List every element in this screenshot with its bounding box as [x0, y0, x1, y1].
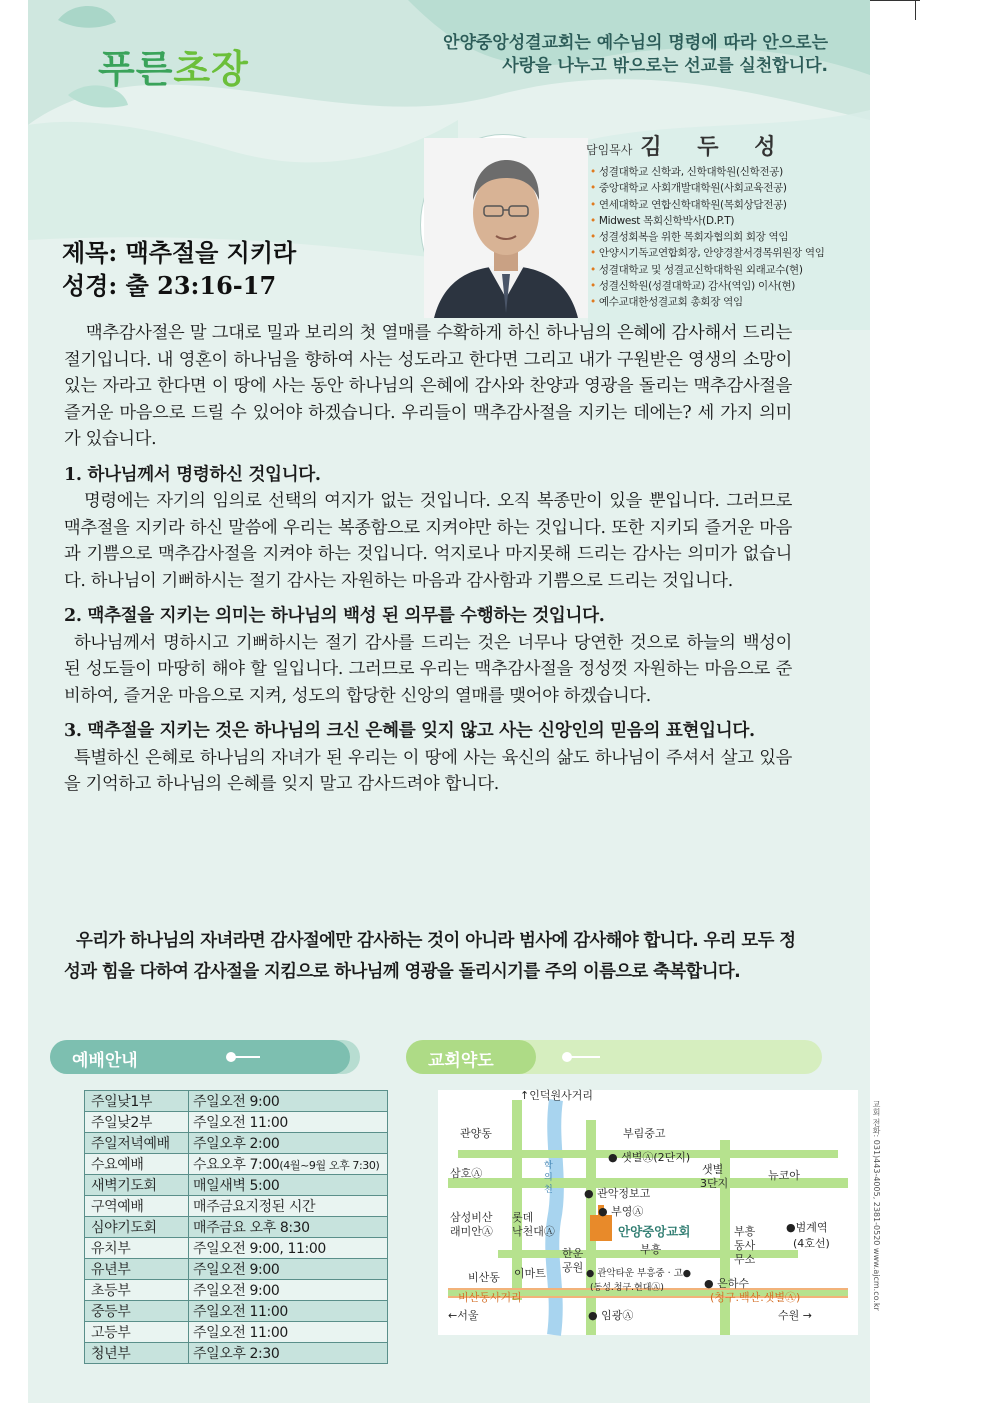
credential-item: • 중앙대학교 사회개발대학원(사회교육전공): [590, 180, 825, 196]
service-name: 중등부: [85, 1301, 189, 1322]
map-header: [406, 1040, 822, 1074]
worship-guide-label: 예배안내: [72, 1051, 138, 1071]
schedule-row: [85, 1343, 388, 1364]
schedule-row: [85, 1112, 388, 1133]
service-name: 유치부: [85, 1238, 189, 1259]
credential-item: • Midwest 목회신학박사(D.P.T): [590, 213, 825, 229]
service-name: 주일낮1부: [85, 1091, 189, 1112]
sermon-title: 제목: 맥추절을 지키라: [62, 238, 297, 267]
church-map: ↑인덕원사거리 관양동 부림중고 ● 샛별Ⓐ(2단지) 샛별 3단지 뉴코아 삼호Ⓐ 학의천 ● 관악정보고 삼성비산 래미안Ⓐ 롯데 낙천대Ⓐ ● 부영Ⓐ 안양중앙교회 부흥 부흥 동사 무소 ●범계역 (4호선) 한운 공원 비산동 이마트 ● 관악타운 부흥중 · 고● (동성.청구.현대Ⓐ) ● 은하수 비산동사거리 (청구.백산.샛별Ⓐ) ←서울 ● 임광Ⓐ 수원 →: [438, 1090, 858, 1335]
service-time: 주일오전 9:00: [189, 1280, 388, 1301]
schedule-row: [85, 1238, 388, 1259]
service-time: 주일오전 9:00: [189, 1091, 388, 1112]
schedule-row: [85, 1322, 388, 1343]
map-label: 교회약도: [428, 1051, 494, 1071]
sermon-intro: 맥추감사절은 말 그대로 밀과 보리의 첫 열매를 수확하게 하신 하나님의 은혜에 감사해서 드리는 절기입니다. 내 영혼이 하나님을 향하여 사는 성도라고 한다면 그리고 내가 구원받은 영생의 소망이 있는 자라고 한다면 이 땅에 사는 동안 하나님의 은혜에 감사와 찬양과 영광을 돌리는 맥추감사절을 즐거운 마음으로 드릴 수 있어야 하겠습니다. 우리들이 맥추감사절을 지키는 데에는? 세 가지 의미가 있습니다.: [64, 323, 792, 449]
pastor-credentials: [590, 164, 825, 311]
service-name: 초등부: [85, 1280, 189, 1301]
credential-item: • 성결신학원(성결대학교) 감사(역임) 이사(현): [590, 278, 825, 294]
sermon-conclusion: 우리가 하나님의 자녀라면 감사절에만 감사하는 것이 아니라 범사에 감사해야 합니다. 우리 모두 정성과 힘을 다하여 감사절을 지킴으로 하나님께 영광을 돌리시기를 주의 이름으로 축복합니다.: [64, 931, 796, 982]
crop-line: [915, 0, 916, 20]
pastor-name: 김 두 성: [640, 134, 790, 160]
pastor-title: 담임목사 김 두 성: [586, 134, 790, 160]
point-2-body: 하나님께서 명하시고 기뻐하시는 절기 감사를 드리는 것은 너무나 당연한 것으로 하늘의 백성이 된 성도들이 마땅히 해야 할 일입니다. 그러므로 우리는 맥추감사절을 정성껏 자원하는 마음으로 준비하여, 즐거운 마음으로 지켜, 성도의 합당한 신앙의 열매를 맺어야 하겠습니다.: [64, 632, 792, 706]
service-time: 매일새벽 5:00: [189, 1175, 388, 1196]
point-1-title: 1. 하나님께서 명령하신 것입니다.: [64, 464, 321, 485]
service-time: 주일오후 2:00: [189, 1133, 388, 1154]
credential-item: • 성결성회복을 위한 목회자협의회 회장 역임: [590, 229, 825, 245]
schedule-row: [85, 1175, 388, 1196]
service-name: 구역예배: [85, 1196, 189, 1217]
credential-item: • 성결대학교 및 성결교신학대학원 외래교수(현): [590, 262, 825, 278]
schedule-row: [85, 1091, 388, 1112]
service-time: 주일오전 11:00: [189, 1322, 388, 1343]
point-2-title: 2. 맥추절을 지키는 의미는 하나님의 백성 된 의무를 수행하는 것입니다.: [64, 606, 605, 626]
service-name: 청년부: [85, 1343, 189, 1364]
schedule-row: [85, 1154, 388, 1175]
service-name: 유년부: [85, 1259, 189, 1280]
sermon-heading: [62, 236, 296, 302]
schedule-row: [85, 1301, 388, 1322]
point-3-title: 3. 맥추절을 지키는 것은 하나님의 크신 은혜를 잊지 않고 사는 신앙인의 믿음의 표현입니다.: [64, 721, 755, 741]
service-time: 수요오후 7:00(4월~9월 오후 7:30): [189, 1154, 388, 1175]
sermon-scripture: 성경: 출 23:16-17: [62, 271, 277, 300]
service-name: 수요예배: [85, 1154, 189, 1175]
service-time: 매주금요 오후 8:30: [189, 1217, 388, 1238]
worship-schedule-table: [84, 1090, 388, 1364]
schedule-row: [85, 1259, 388, 1280]
service-name: 심야기도회: [85, 1217, 189, 1238]
schedule-row: [85, 1280, 388, 1301]
service-time: 주일오전 9:00: [189, 1259, 388, 1280]
church-motto: 안양중앙성결교회는 예수님의 명령에 따라 안으로는 사랑을 나누고 밖으로는 선교를 실천합니다.: [443, 33, 828, 76]
service-name: 새벽기도회: [85, 1175, 189, 1196]
credential-item: • 성결대학교 신학과, 신학대학원(신학전공): [590, 164, 825, 180]
schedule-row: [85, 1133, 388, 1154]
service-time: 주일오전 11:00: [189, 1112, 388, 1133]
pastor-portrait: [421, 135, 585, 315]
crop-line: [870, 0, 920, 1]
service-name: 주일저녁예배: [85, 1133, 189, 1154]
bulletin-page: [28, 0, 881, 1403]
worship-guide-header: [50, 1040, 360, 1074]
point-1-body: 명령에는 자기의 임의로 선택의 여지가 없는 것입니다. 오직 복종만이 있을 뿐입니다. 그러므로 맥추절을 지키라 하신 말씀에 우리는 복종함으로 지켜야만 하는 것입니다. 또한 지키되 즐거운 마음과 기쁨으로 맥추감사절을 지켜야 하는 것입니다. 억지로나 마지못해 드리는 감사는 의미가 없습니다. 하나님이 기뻐하시는 절기 감사는 자원하는 마음과 감사함과 기쁨으로 드리는 것입니다.: [64, 491, 792, 591]
credential-item: • 예수교대한성결교회 총회장 역임: [590, 294, 825, 310]
schedule-row: [85, 1196, 388, 1217]
credential-item: • 연세대학교 연합신학대학원(목회상담전공): [590, 197, 825, 213]
sermon-body: [64, 320, 792, 798]
service-time: 주일오전 9:00, 11:00: [189, 1238, 388, 1259]
service-name: 주일낮2부: [85, 1112, 189, 1133]
contact-info: 교회 전화: 031)443-4005, 2381-0520 www.ajcm.co.kr: [872, 1100, 881, 1311]
credential-item: • 안양시기독교연합회장, 안양경찰서경목위원장 역임: [590, 245, 825, 261]
service-time: 매주금요지정된 시간: [189, 1196, 388, 1217]
service-time: 주일오후 2:30: [189, 1343, 388, 1364]
brand-logo: 푸른초장: [98, 47, 249, 91]
service-note: (4월~9월 오후 7:30): [279, 1159, 380, 1172]
point-3-body: 특별하신 은혜로 하나님의 자녀가 된 우리는 이 땅에 사는 육신의 삶도 하나님이 주셔서 살고 있음을 기억하고 하나님의 은혜를 잊지 말고 감사드려야 합니다.: [64, 747, 792, 794]
church-location: 안양중앙교회: [618, 1224, 691, 1239]
service-time: 주일오전 11:00: [189, 1301, 388, 1322]
schedule-row: [85, 1217, 388, 1238]
service-name: 고등부: [85, 1322, 189, 1343]
